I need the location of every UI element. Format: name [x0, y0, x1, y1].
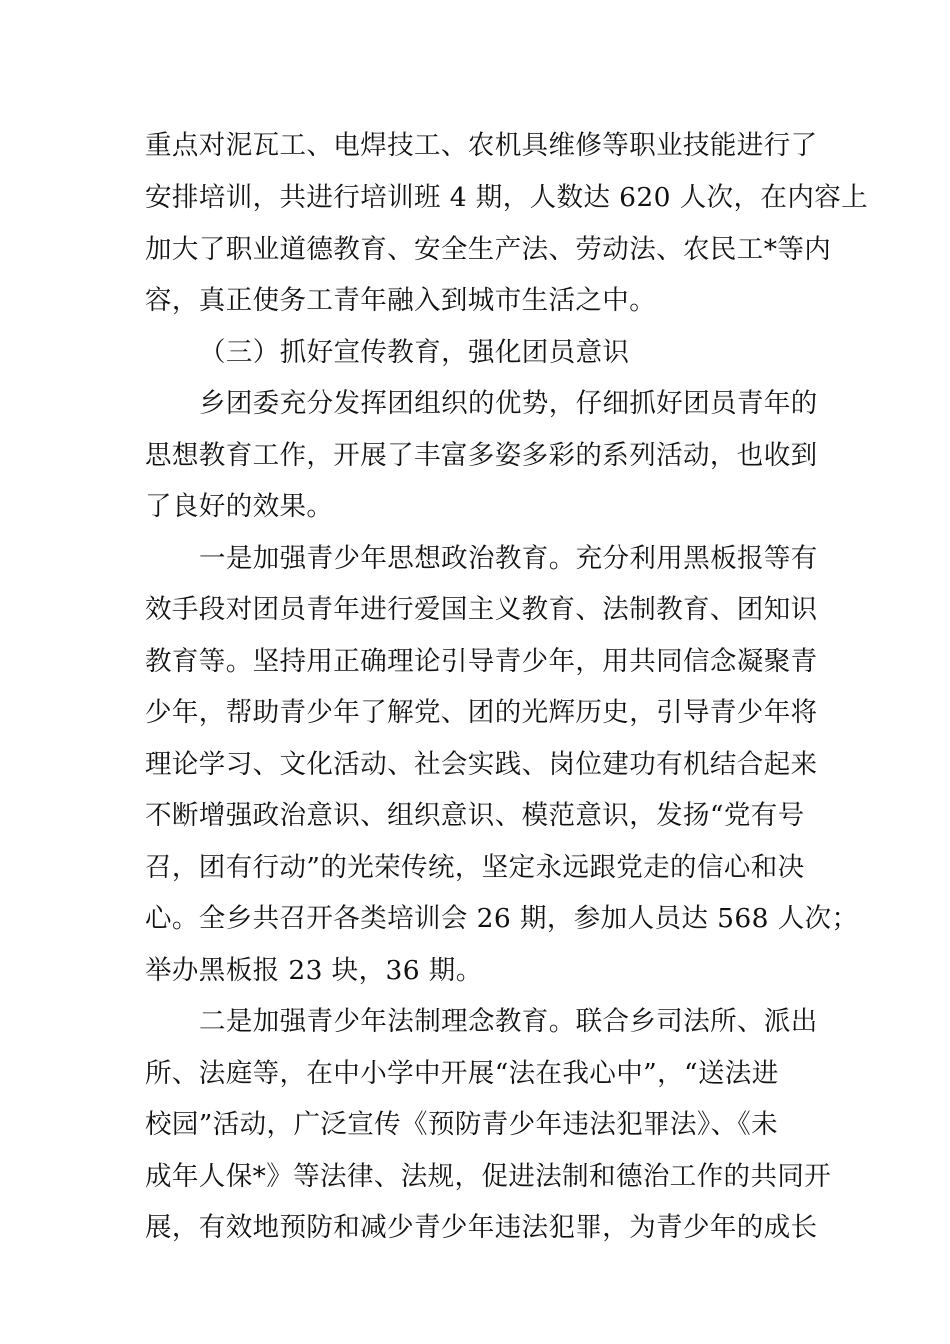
text-line: 所、法庭等，在中小学中开展“法在我心中”，“送法进 — [145, 1058, 779, 1089]
text-line: 了良好的效果。 — [145, 491, 334, 522]
section-heading: （三）抓好宣传教育，强化团员意识 — [199, 337, 630, 368]
text-line: 成年人保*》等法律、法规，促进法制和德治工作的共同开 — [145, 1161, 832, 1192]
paragraph-first-line: 二是加强青少年法制理念教育。联合乡司法所、派出 — [199, 1006, 818, 1037]
text-line: 容，真正使务工青年融入到城市生活之中。 — [145, 285, 657, 316]
text-line: 心。全乡共召开各类培训会 26 期，参加人员达 568 人次； — [145, 903, 859, 934]
text-line: 不断增强政治意识、组织意识、模范意识，发扬“党有号 — [145, 800, 805, 831]
text-line: 思想教育工作，开展了丰富多姿多彩的系列活动，也收到 — [145, 440, 818, 471]
text-line: 效手段对团员青年进行爱国主义教育、法制教育、团知识 — [145, 594, 818, 625]
paragraph-first-line: 乡团委充分发挥团组织的优势，仔细抓好团员青年的 — [199, 388, 818, 419]
text-line: 校园”活动，广泛宣传《预防青少年违法犯罪法》、《未 — [145, 1109, 779, 1140]
text-line: 召，团有行动”的光荣传统，坚定永远跟党走的信心和决 — [145, 852, 805, 883]
text-line: 举办黑板报 23 块，36 期。 — [145, 955, 483, 986]
text-line: 展，有效地预防和减少青少年违法犯罪，为青少年的成长 — [145, 1212, 818, 1243]
text-line: 教育等。坚持用正确理论引导青少年，用共同信念凝聚青 — [145, 646, 818, 677]
text-line: 理论学习、文化活动、社会实践、岗位建功有机结合起来 — [145, 749, 818, 780]
text-line: 重点对泥瓦工、电焊技工、农机具维修等职业技能进行了 — [145, 130, 818, 161]
text-line: 加大了职业道德教育、安全生产法、劳动法、农民工*等内 — [145, 234, 832, 265]
text-line: 少年，帮助青少年了解党、团的光辉历史，引导青少年将 — [145, 697, 818, 728]
paragraph-first-line: 一是加强青少年思想政治教育。充分利用黑板报等有 — [199, 543, 818, 574]
text-line: 安排培训，共进行培训班 4 期，人数达 620 人次，在内容上 — [145, 182, 869, 213]
